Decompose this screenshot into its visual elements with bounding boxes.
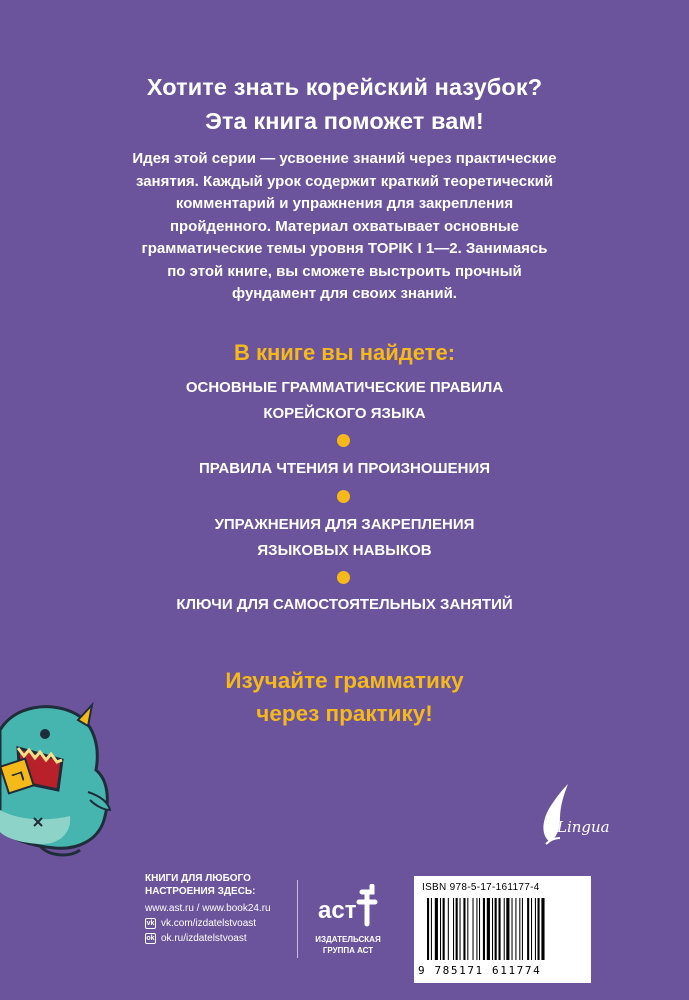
barcode-bar bbox=[483, 898, 485, 960]
publisher-links bbox=[145, 872, 271, 946]
barcode-bar bbox=[531, 898, 532, 960]
barcode-bar bbox=[492, 898, 493, 960]
barcode-bar bbox=[431, 898, 432, 960]
barcode-bar bbox=[487, 898, 490, 960]
monster-eye bbox=[40, 729, 50, 739]
barcode-bar bbox=[427, 898, 429, 960]
intro-line: пройденного. Материал охватывает основные bbox=[169, 217, 520, 235]
feature-line: КОРЕЙСКОГО ЯЗЫКА bbox=[263, 405, 426, 422]
barcode-bar bbox=[506, 898, 509, 960]
features-title: В книге вы найдете: bbox=[233, 340, 456, 365]
barcode-bar bbox=[479, 898, 480, 960]
feature-item bbox=[0, 456, 689, 482]
ast-logo-icon bbox=[312, 884, 384, 932]
bullet-dot bbox=[337, 434, 350, 447]
monster-illustration bbox=[0, 700, 135, 860]
ast-logo-text: аст bbox=[318, 897, 357, 924]
barcode-bar bbox=[460, 898, 461, 960]
barcode-bar bbox=[519, 898, 520, 960]
barcode-bar bbox=[515, 898, 516, 960]
barcode-bar bbox=[435, 898, 438, 960]
monster-letter: ㄱ bbox=[6, 765, 30, 791]
barcode-bar bbox=[499, 898, 501, 960]
ok-icon: ok bbox=[146, 935, 155, 942]
intro-line: занятия. Каждый урок содержит краткий теоретический bbox=[135, 172, 554, 190]
isbn-barcode-box bbox=[414, 876, 591, 983]
intro-paragraph bbox=[60, 148, 629, 306]
barcode-bar bbox=[448, 898, 449, 960]
barcode-bar bbox=[473, 898, 474, 960]
barcode-icon bbox=[427, 898, 583, 960]
ok-link[interactable]: ok.ru/izdatelstvoast bbox=[161, 933, 247, 944]
barcode-bar bbox=[538, 898, 540, 960]
barcode-bar bbox=[512, 898, 513, 960]
feature-line: УПРАЖНЕНИЯ ДЛЯ ЗАКРЕПЛЕНИЯ bbox=[214, 516, 475, 533]
barcode-bar bbox=[463, 898, 465, 960]
barcode-bar bbox=[504, 898, 505, 960]
feature-line: ЯЗЫКОВЫХ НАВЫКОВ bbox=[257, 542, 432, 559]
feature-item bbox=[0, 375, 689, 427]
feature-line: КЛЮЧИ ДЛЯ САМОСТОЯТЕЛЬНЫХ ЗАНЯТИЙ bbox=[176, 596, 513, 613]
feature-item bbox=[0, 592, 689, 618]
divider bbox=[297, 880, 298, 958]
headline-line-1: Хотите знать корейский назубок? bbox=[146, 74, 543, 100]
links-title-1: КНИГИ ДЛЯ ЛЮБОГО bbox=[145, 873, 251, 884]
intro-line: комментарий и упражнения для закрепления bbox=[175, 195, 514, 212]
barcode-bar bbox=[453, 898, 454, 960]
feature-line: ОСНОВНЫЕ ГРАММАТИЧЕСКИЕ ПРАВИЛА bbox=[185, 379, 504, 396]
website-link[interactable]: www.ast.ru / www.book24.ru bbox=[145, 903, 271, 914]
headline-line-2: Эта книга поможет вам! bbox=[205, 108, 484, 134]
intro-line: по этой книге, вы сможете выстроить прочный bbox=[167, 262, 522, 280]
links-title-2: НАСТРОЕНИЯ ЗДЕСЬ: bbox=[145, 886, 256, 897]
headline bbox=[0, 70, 689, 138]
isbn-digits: 9 785171 611774 bbox=[418, 964, 542, 977]
ok-link-row[interactable] bbox=[145, 931, 271, 946]
barcode-bar bbox=[476, 898, 477, 960]
intro-line: фундамент для своих знаний. bbox=[232, 285, 457, 302]
publisher-line-1: ИЗДАТЕЛЬСКАЯ bbox=[315, 935, 381, 944]
publisher-name bbox=[304, 934, 392, 956]
lingua-logo-icon bbox=[520, 780, 610, 850]
lingua-logo-text: Lingua bbox=[557, 818, 610, 836]
barcode-bar bbox=[443, 898, 445, 960]
bullet-dot bbox=[337, 490, 350, 503]
barcode-bar bbox=[527, 898, 529, 960]
intro-line: Идея этой серии — усвоение знаний через практические bbox=[132, 150, 557, 167]
intro-line: грамматические темы уровня TOPIK I 1—2. Занимаясь bbox=[141, 240, 548, 257]
barcode-bar bbox=[456, 898, 458, 960]
cta-line-2: через практику! bbox=[256, 701, 433, 726]
vk-icon: vk bbox=[146, 920, 155, 927]
feature-item bbox=[0, 512, 689, 564]
barcode-bar bbox=[495, 898, 497, 960]
barcode-bar bbox=[541, 898, 544, 960]
feature-line: ПРАВИЛА ЧТЕНИЯ И ПРОИЗНОШЕНИЯ bbox=[198, 460, 491, 477]
bullet-dot bbox=[337, 571, 350, 584]
vk-link[interactable]: vk.com/izdatelstvoast bbox=[161, 918, 257, 929]
cta-line-1: Изучайте грамматику bbox=[225, 668, 464, 693]
publisher-line-2: ГРУППА АСТ bbox=[322, 946, 374, 955]
barcode-bar bbox=[467, 898, 468, 960]
barcode-bar bbox=[440, 898, 441, 960]
barcode-bar bbox=[522, 898, 523, 960]
barcode-bar bbox=[535, 898, 536, 960]
isbn-label: ISBN 978-5-17-161177-4 bbox=[422, 882, 540, 893]
vk-link-row[interactable] bbox=[145, 916, 271, 931]
